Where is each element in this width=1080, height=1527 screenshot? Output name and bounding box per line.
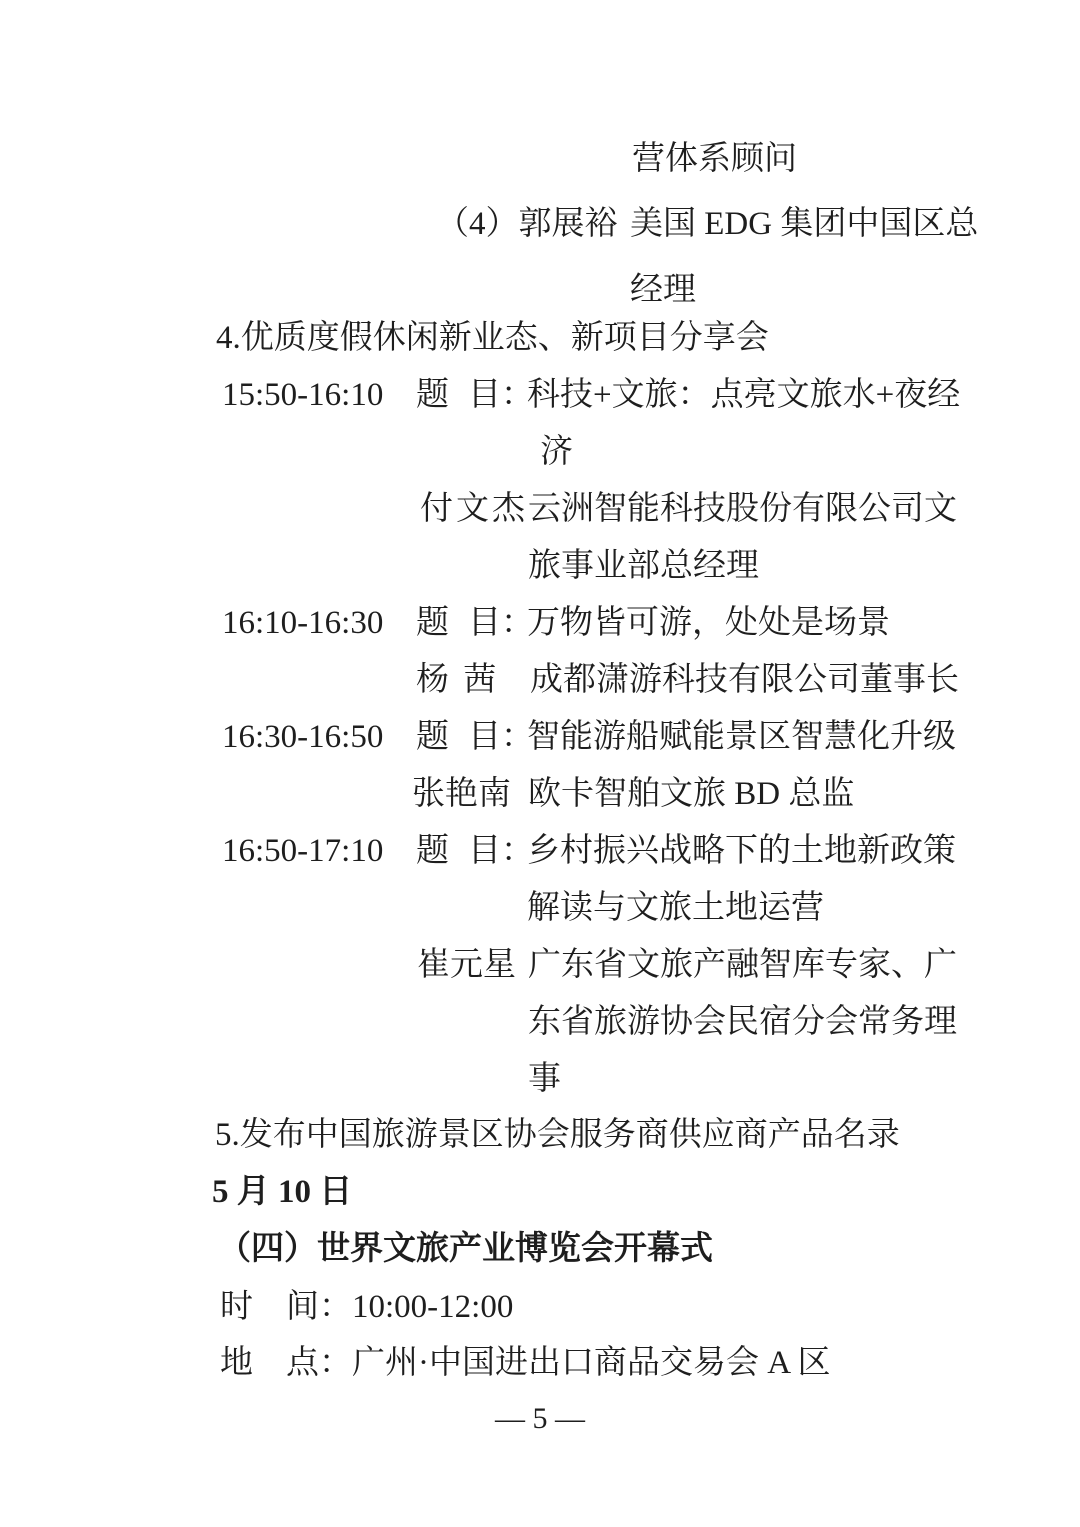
talk4-affiliation-line1: 广东省文旅产融智库专家、广: [528, 947, 957, 983]
talk3-topic-label-a: 题: [416, 719, 449, 755]
talk1-time: 15:50-16:10: [222, 377, 384, 413]
talk3-title-line1: 智能游船赋能景区智慧化升级: [527, 719, 956, 755]
section5-heading: 5.发布中国旅游景区协会服务商供应商产品名录: [215, 1117, 900, 1153]
talk3-topic-label-b: 目：: [468, 719, 534, 755]
speaker4-number-name: （4）郭展裕: [436, 206, 618, 242]
talk1-affiliation-line1: 云洲智能科技股份有限公司文: [528, 491, 957, 527]
talk4-affiliation-line2: 东省旅游协会民宿分会常务理: [528, 1004, 957, 1040]
section4-heading: 4.优质度假休闲新业态、新项目分享会: [216, 320, 769, 356]
date-heading: 5 月 10 日: [212, 1174, 353, 1210]
talk3-speaker: 张艳南: [412, 776, 511, 812]
talk4-topic-label-b: 目：: [468, 833, 534, 869]
talk4-topic-label-a: 题: [416, 833, 449, 869]
talk2-topic-label-a: 题: [416, 605, 449, 641]
talk1-affiliation-line2: 旅事业部总经理: [528, 548, 759, 584]
talk2-affiliation-line1: 成都潇游科技有限公司董事长: [530, 662, 959, 698]
talk4-affiliation-line3: 事: [528, 1061, 561, 1097]
speaker4-role-line2: 经理: [630, 272, 696, 308]
talk3-affiliation-line1: 欧卡智舶文旅 BD 总监: [528, 776, 855, 812]
place-value: 广州·中国进出口商品交易会 A 区: [352, 1345, 831, 1381]
talk1-title-line2: 济: [540, 434, 573, 470]
time-label: 时 间：: [220, 1289, 352, 1325]
talk1-topic-label-b: 目：: [468, 377, 534, 413]
place-label: 地 点：: [220, 1345, 352, 1381]
talk4-title-line2: 解读与文旅土地运营: [527, 890, 824, 926]
speaker3-role-continued: 营体系顾问: [632, 141, 797, 177]
place-row: [220, 1345, 831, 1383]
talk4-title-line1: 乡村振兴战略下的土地新政策: [527, 833, 956, 869]
talk1-title-line1: 科技+文旅：点亮文旅水+夜经: [527, 377, 961, 413]
talk3-time: 16:30-16:50: [222, 719, 384, 755]
subsection-heading: （四）世界文旅产业博览会开幕式: [218, 1231, 713, 1267]
page-number: — 5 —: [495, 1402, 585, 1435]
talk2-speaker: 杨 茜: [416, 662, 500, 698]
talk2-topic-label-b: 目：: [468, 605, 534, 641]
talk2-time: 16:10-16:30: [222, 605, 384, 641]
time-row: [220, 1289, 513, 1327]
talk1-topic-label-a: 题: [416, 377, 449, 413]
speaker4-role-line1: 美国 EDG 集团中国区总: [630, 206, 979, 242]
talk4-time: 16:50-17:10: [222, 833, 384, 869]
time-value: 10:00-12:00: [352, 1289, 514, 1325]
talk2-title-line1: 万物皆可游，处处是场景: [527, 605, 890, 641]
talk1-speaker: 付文杰: [420, 491, 528, 527]
talk4-speaker: 崔元星: [417, 947, 516, 983]
